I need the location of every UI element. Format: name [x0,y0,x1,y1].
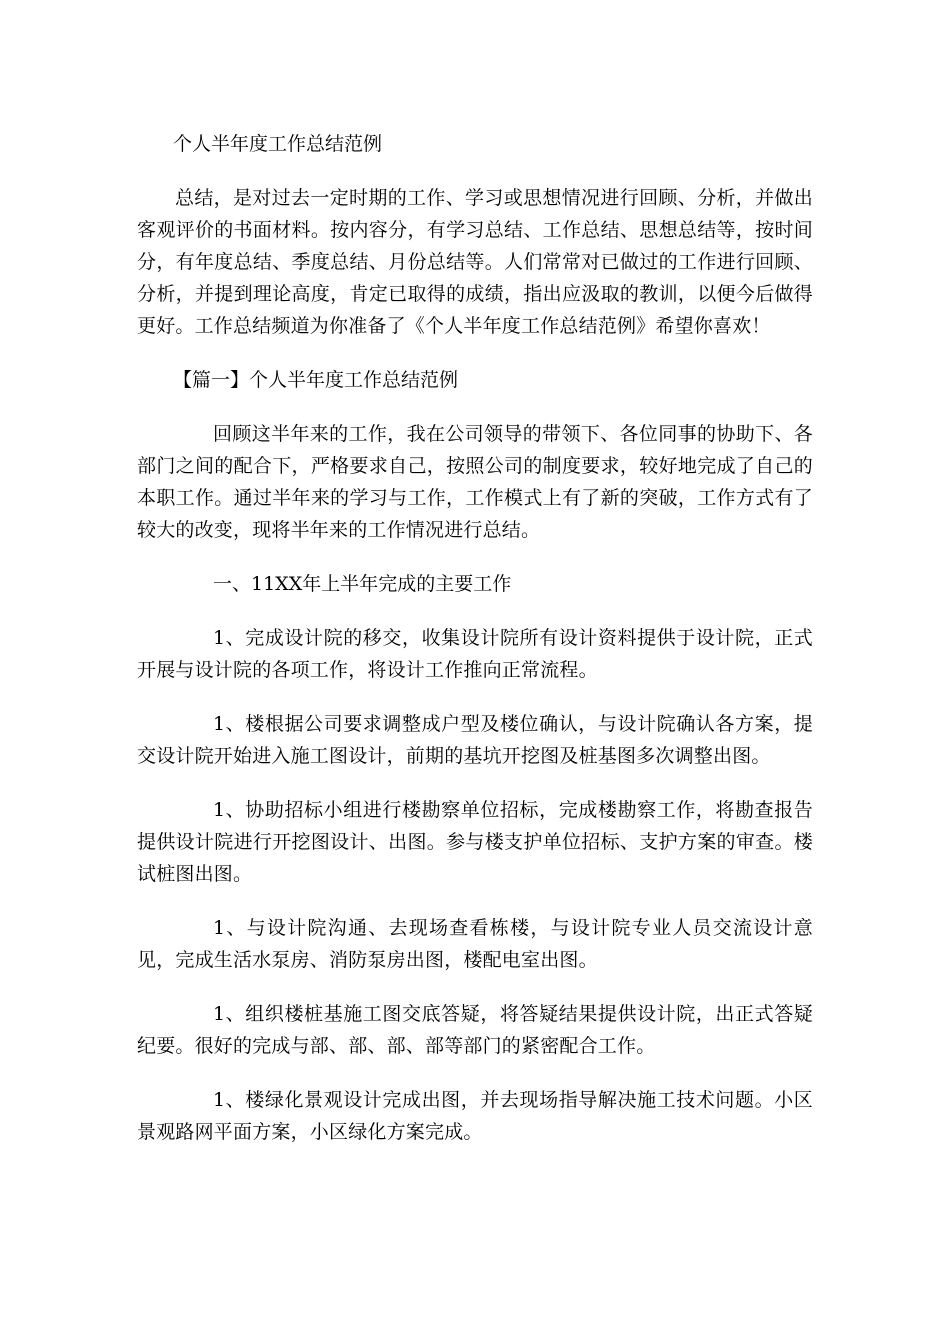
work-item: 1、楼根据公司要求调整成户型及楼位确认，与设计院确认各方案，提交设计院开始进入施工图设计，前期的基坑开挖图及桩基图多次调整出图。 [137,713,813,767]
work-item: 1、协助招标小组进行楼勘察单位招标，完成楼勘察工作，将勘查报告提供设计院进行开挖图设计、出图。参与楼支护单位招标、支护方案的审查。楼试桩图出图。 [137,799,813,885]
work-item: 1、楼绿化景观设计完成出图，并去现场指导解决施工技术问题。小区景观路网平面方案，小区绿化方案完成。 [137,1089,813,1143]
document-page [137,128,813,1170]
intro-paragraph: 总结，是对过去一定时期的工作、学习或思想情况进行回顾、分析，并做出客观评价的书面材料。按内容分，有学习总结、工作总结、思想总结等，按时间分，有年度总结、季度总结、月份总结等。人们常常对已做过的工作进行回顾、分析，并提到理论高度，肯定已取得的成绩，指出应汲取的教训，以便今后做得更好。工作总结频道为你准备了《个人半年度工作总结范例》希望你喜欢！ [137,187,813,337]
document-title: 个人半年度工作总结范例 [173,133,383,155]
work-item: 1、与设计院沟通、去现场查看栋楼，与设计院专业人员交流设计意见，完成生活水泵房、消防泵房出图，楼配电室出图。 [137,917,813,971]
work-item: 1、完成设计院的移交，收集设计院所有设计资料提供于设计院，正式开展与设计院的各项工作，将设计工作推向正常流程。 [137,627,813,681]
subsection-heading: 一、11XX年上半年完成的主要工作 [213,573,512,595]
section-heading: 【篇一】个人半年度工作总结范例 [173,369,459,391]
work-item: 1、组织楼桩基施工图交底答疑，将答疑结果提供设计院，出正式答疑纪要。很好的完成与部、部、部、部等部门的紧密配合工作。 [137,1003,813,1057]
section-intro-paragraph: 回顾这半年来的工作，我在公司领导的带领下、各位同事的协助下、各部门之间的配合下，严格要求自己，按照公司的制度要求，较好地完成了自己的本职工作。通过半年来的学习与工作，工作模式上有了新的突破，工作方式有了较大的改变，现将半年来的工作情况进行总结。 [137,423,813,541]
